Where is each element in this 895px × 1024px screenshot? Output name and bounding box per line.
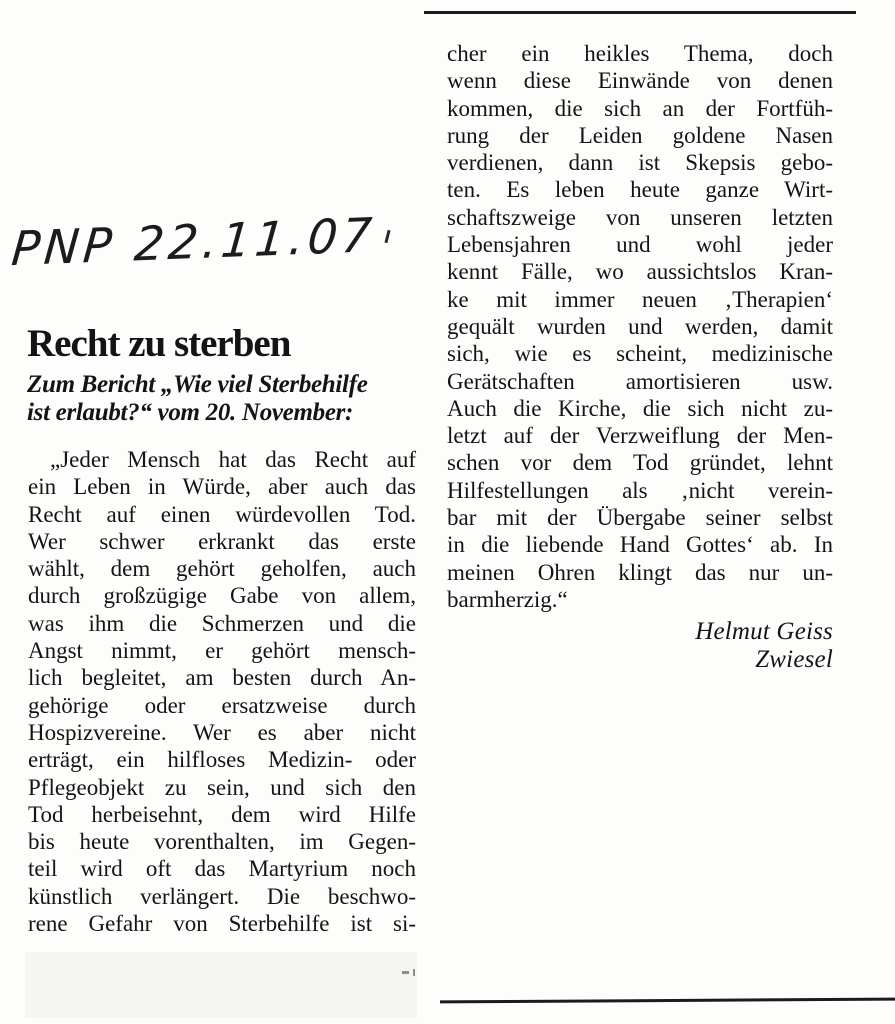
body-text-line: sich, wie es scheint, medizinische [447,341,833,367]
body-text-line: Wer schwer erkrankt das erste [28,528,416,554]
body-text-line: ten. Es leben heute ganze Wirt- [447,177,833,203]
scan-speckle [413,969,415,976]
body-text-line: rene Gefahr von Sterbehilfe ist si- [28,911,416,937]
subtitle-line: ist erlaubt?“ vom 20. November: [27,399,354,426]
body-text-line: teil wird oft das Martyrium noch [28,856,416,882]
body-text-line: wählt, dem gehört geholfen, auch [28,556,416,582]
article-left-column [28,446,416,937]
body-text-line: in die liebende Hand Gottes‘ ab. In [447,532,833,558]
body-text-line: Hilfestellungen als ‚nicht verein- [447,477,833,503]
body-text-line: künstlich verlängert. Die beschwo- [28,883,416,909]
body-text-line: wenn diese Einwände von denen [447,68,833,94]
body-text-line: barmherzig.“ [447,586,568,612]
body-text-line: verdienen, dann ist Skepsis gebo- [447,150,833,176]
body-text-line: kommen, die sich an der Fortfüh- [447,95,833,121]
body-text-line: Pflegeobjekt zu sein, und sich den [28,774,416,800]
top-column-rule [424,11,856,14]
body-text-line: was ihm die Schmerzen und die [28,610,416,636]
body-text-line: gehörige oder ersatzweise durch [28,692,416,718]
body-text-line: bar mit der Übergabe seiner selbst [447,505,833,531]
body-text-line: durch großzügige Gabe von allem, [28,583,416,609]
body-text-line: Lebensjahren und wohl jeder [447,232,833,258]
body-text-line: letzt auf der Verzweiflung der Men- [447,423,833,449]
article-headline: Recht zu sterben [27,322,291,365]
body-text-line: cher ein heikles Thema, doch [447,41,833,66]
signature-block [447,618,833,674]
signature-place: Zwiesel [755,646,833,673]
scan-speckle [402,971,409,974]
body-text-line: kennt Fälle, wo aussichtslos Kran- [447,259,833,285]
body-text-line: bis heute vorenthalten, im Gegen- [28,829,416,855]
body-text-line: ke mit immer neuen ‚Therapien‘ [447,286,833,312]
body-text-line: Tod herbeisehnt, dem wird Hilfe [28,801,416,827]
body-text-line: Auch die Kirche, die sich nicht zu- [447,395,833,421]
subtitle-line: Zum Bericht „Wie viel Sterbehilfe [27,371,368,398]
handwritten-date-note: PNP 22.11.07 [9,208,378,278]
body-text-line: schen vor dem Tod gründet, lehnt [447,450,833,476]
article-subtitle [27,371,427,427]
scan-shadow-artifact [25,952,417,1018]
body-text-line: ein Leben in Würde, aber auch das [28,474,416,500]
body-text-line: gequält wurden und werden, damit [447,313,833,339]
body-text-line: lich begleitet, am besten durch An- [28,665,416,691]
bottom-column-rule [440,998,895,1004]
body-text-line: erträgt, ein hilfloses Medizin- oder [28,747,416,773]
body-text-line: Hospizvereine. Wer es aber nicht [28,719,416,745]
handwriting-tick-mark [384,230,390,243]
body-text-line: „Jeder Mensch hat das Recht auf [50,447,416,472]
body-text-line: meinen Ohren klingt das nur un- [447,559,833,585]
body-text-line: Gerätschaften amortisieren usw. [447,368,833,394]
article-right-column [447,40,833,613]
body-text-line: schaftszweige von unseren letzten [447,204,833,230]
body-text-line: Angst nimmt, er gehört mensch- [28,638,416,664]
body-text-line: rung der Leiden goldene Nasen [447,122,833,148]
body-text-line: Recht auf einen würdevollen Tod. [28,501,416,527]
signature-name: Helmut Geiss [695,618,833,645]
